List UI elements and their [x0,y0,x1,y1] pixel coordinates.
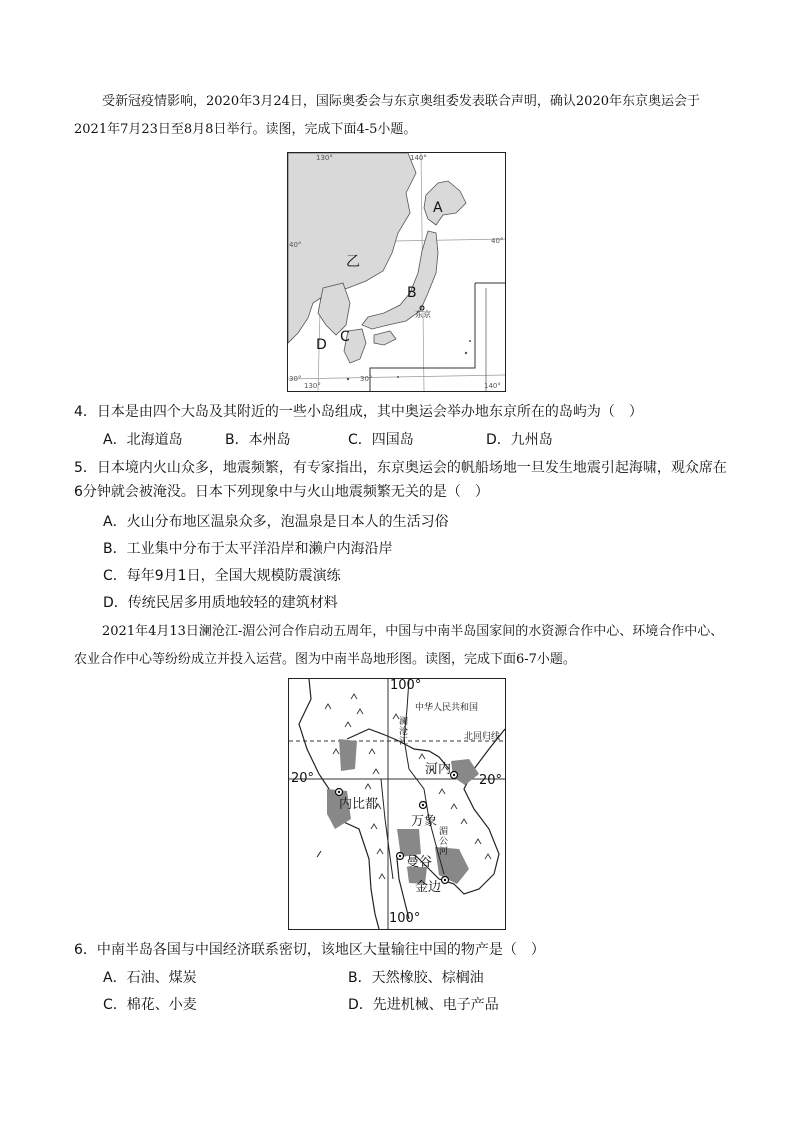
label-tokyo: 东京 [415,310,431,319]
label-mekong-river: 湄公河 [439,827,449,857]
question-4-stem: 4．日本是由四个大岛及其附近的一些小岛组成，其中奥运会举办地东京所在的岛屿为（ ） [74,404,643,420]
intro-paragraph-2: 2021年4月13日澜沧江-湄公河合作启动五周年，中国与中南半岛国家间的水资源合作中心、环境合作中心、农业合作中心等纷纷成立并投入运营。图为中南半岛地形图。读图，完成下面6-7小题。 [74,624,724,667]
label-lon-100-bottom: 100° [389,911,421,926]
label-hanoi: 河内 [425,762,452,777]
label-naypyidaw: 内比都 [339,797,379,812]
tick-30-right: 30° [360,375,373,383]
label-china: 中华人民共和国 [415,703,479,713]
q6-option-d: D．先进机械、电子产品 [348,997,499,1013]
tick-40-right: 40° [491,237,504,245]
q4-option-b: B．本州岛 [225,432,291,448]
tick-130-top: 130° [316,154,333,162]
japan-map-drawing [288,153,505,391]
tick-30-left: 30° [289,375,302,383]
label-A: A [433,200,443,216]
q4-option-a: A．北海道岛 [103,432,183,448]
q5-option-a: A．火山分布地区温泉众多，泡温泉是日本人的生活习俗 [103,514,449,530]
tick-130-bottom: 130° [304,382,321,390]
japan-map [287,152,506,392]
label-B: B [407,285,417,301]
label-lat-20-right: 20° [479,773,503,788]
label-C: C [340,329,350,345]
question-5-stem: 5．日本境内火山众多，地震频繁，有专家指出，东京奥运会的帆船场地一旦发生地震引起海啸，观众席在6分钟就会被淹没。日本下列现象中与火山地震频繁无关的是（ ） [74,460,727,500]
label-lon-100-top: 100° [390,678,422,693]
indochina-map [288,678,506,930]
label-tropic: 北回归线 [464,732,501,742]
q4-option-d: D．九州岛 [486,432,553,448]
q4-option-c: C．四国岛 [348,432,414,448]
tick-140-top: 140° [410,154,427,162]
indochina-map-drawing [289,679,505,929]
tick-40-left: 40° [289,241,302,249]
q6-option-a: A．石油、煤炭 [103,970,197,986]
q5-option-d: D．传统民居多用质地较轻的建筑材料 [103,595,338,611]
q6-option-c: C．棉花、小麦 [103,997,197,1013]
label-D: D [316,337,327,353]
q5-option-c: C．每年9月1日，全国大规模防震演练 [103,568,341,584]
q5-option-b: B．工业集中分布于太平洋沿岸和濑户内海沿岸 [103,541,393,557]
tick-140-bottom: 140° [484,382,501,390]
label-lat-20-left: 20° [291,771,315,786]
label-yi: 乙 [346,254,360,270]
q6-option-b: B．天然橡胶、棕榈油 [348,970,484,986]
intro-paragraph-1: 受新冠疫情影响，2020年3月24日，国际奥委会与东京奥组委发表联合声明，确认2020年东京奥运会于2021年7月23日至8月8日举行。读图，完成下面4-5小题。 [74,94,700,137]
label-bangkok: 曼谷 [406,855,433,870]
label-vientiane: 万象 [411,814,438,829]
label-lancang-river: 澜沧江 [399,717,409,747]
question-6-stem: 6．中南半岛各国与中国经济联系密切，该地区大量输往中国的物产是（ ） [74,942,545,958]
label-phnompenh: 金边 [415,880,442,895]
